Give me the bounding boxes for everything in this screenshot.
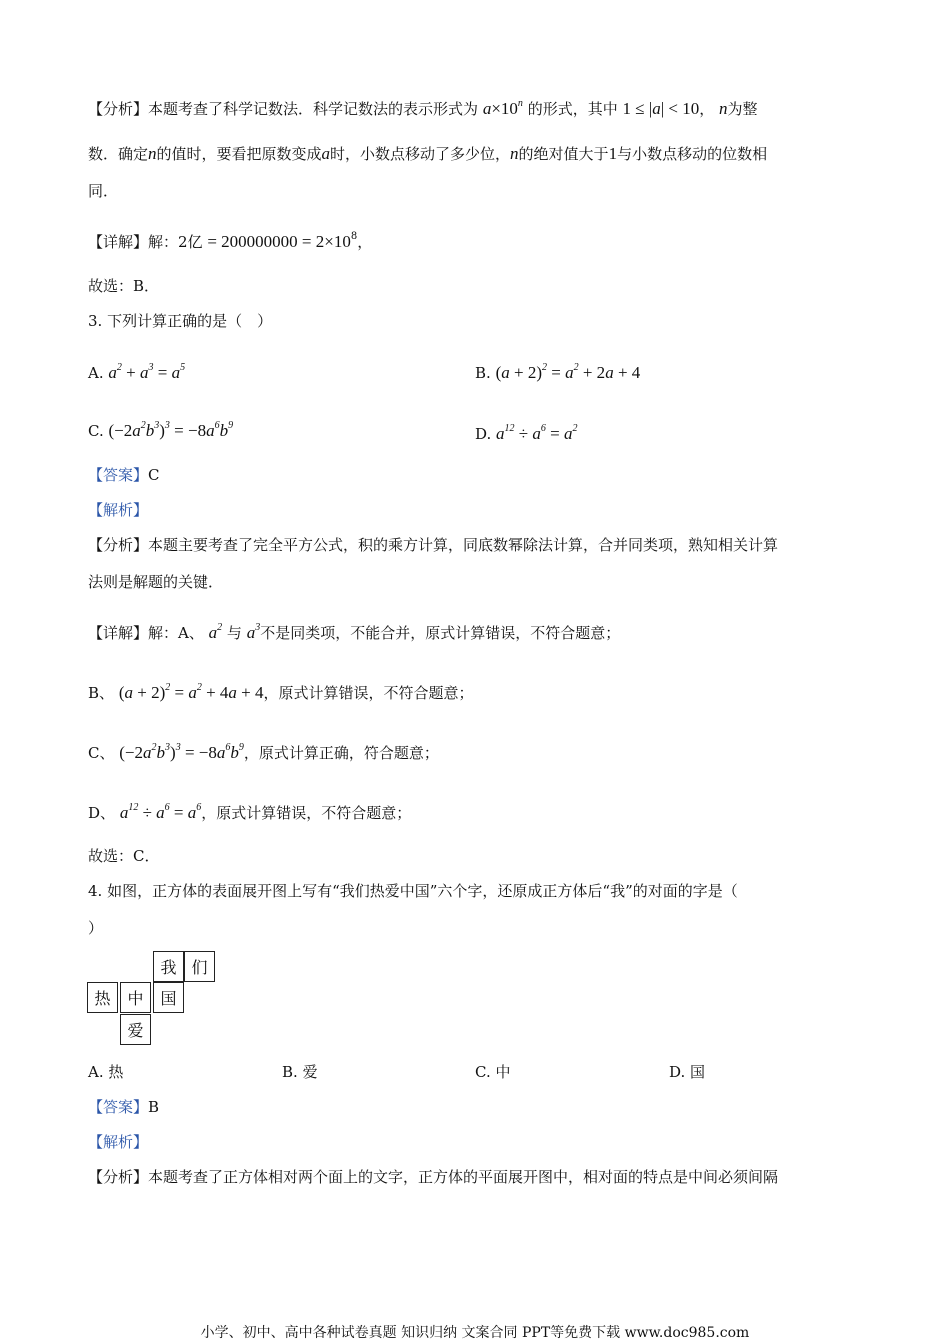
q4-option-d: D. 国: [669, 1063, 706, 1081]
q3-option-c-expr: $(-2a^2b^3)^3 = -8a^6b^9$: [108, 420, 234, 440]
q3-option-c: C. $(-2a^2b^3)^3 = -8a^6b^9$: [88, 420, 234, 440]
q3-choose: 故选：C．: [88, 847, 160, 865]
q4-option-a: A. 热: [88, 1063, 124, 1081]
q4-analysis-line-1: 【分析】本题考查了正方体相对两个面上的文字，正方体的平面展开图中，相对面的特点是中间必须间隔: [88, 1168, 779, 1186]
answer-tag: 【答案】: [88, 466, 149, 484]
prev-detail: 【详解】解：2亿 = $200000000 = 2\times 10^8$，: [88, 231, 373, 251]
detail-tag: 【详解】: [88, 233, 149, 251]
math-n: n: [719, 99, 728, 118]
q3-detail-a: 【详解】解：A、 $a^2$ 与 $a^3$不是同类项，不能合并，原式计算错误，不符合题意；: [88, 622, 621, 642]
q3-option-d-expr: $a^{12} \div a^6 = a^2$: [496, 423, 578, 443]
q3-analysis-line-1: 【分析】本题主要考查了完全平方公式，积的乘方计算，同底数幂除法计算，合并同类项，熟知相关计算: [88, 536, 779, 554]
q3-option-b-expr: $(a + 2)^2 = a^2 + 2a + 4$: [495, 362, 641, 382]
page-footer: 小学、初中、高中各种试卷真题 知识归纳 文案合同 PPT等免费下载 www.doc985.com: [200, 1325, 750, 1341]
q3-stem: 3. 下列计算正确的是（ ）: [88, 312, 273, 330]
math-abs-a-range: 1 ≤ |a| < 10: [622, 99, 700, 118]
net-cell-ai: 爱: [120, 1014, 151, 1045]
q3-option-b: B. $(a + 2)^2 = a^2 + 2a + 4$: [475, 362, 641, 382]
analysis-tag: 【分析】: [88, 100, 149, 118]
net-cell-zhong: 中: [120, 982, 151, 1013]
q4-answer: 【答案】B: [88, 1098, 160, 1116]
net-cell-guo: 国: [153, 982, 184, 1013]
q4-stem-2: ）: [88, 919, 104, 937]
q4-jiexi: 【解析】: [88, 1133, 149, 1151]
q4-stem-1: 4. 如图，正方体的表面展开图上写有“我们热爱中国”六个字，还原成正方体后“我”的对面的字是（: [88, 882, 738, 900]
q3-detail-c: C、 $(-2a^2b^3)^3 = -8a^6b^9$，原式计算正确，符合题意；: [88, 742, 439, 762]
q3-detail-d: D、 $a^{12} \div a^6 = a^6$，原式计算错误，不符合题意；: [88, 802, 412, 822]
q3-option-a-expr: $a^2 + a^3 = a^5$: [108, 362, 186, 382]
prev-analysis-line-2: 数．确定n的值时，要看把原数变成a时，小数点移动了多少位，n的绝对值大于1与小数点移动的位数相: [88, 144, 768, 163]
q3-detail-b: B、 $(a + 2)^2 = a^2 + 4a + 4$，原式计算错误，不符合题意；: [88, 682, 474, 702]
prev-analysis-line-3: 同．: [88, 182, 119, 200]
q3-analysis-line-2: 法则是解题的关键．: [88, 573, 224, 591]
q4-option-b: B. 爱: [282, 1063, 318, 1081]
q3-option-d: D. $a^{12} \div a^6 = a^2$: [475, 423, 578, 443]
q3-jiexi: 【解析】: [88, 501, 149, 519]
net-cell-men: 们: [184, 951, 215, 982]
q3-option-a: A. $a^2 + a^3 = a^5$: [88, 362, 186, 382]
prev-choose: 故选：B．: [88, 277, 160, 295]
net-cell-re: 热: [87, 982, 118, 1013]
net-cell-wo: 我: [153, 951, 184, 982]
prev-analysis-line-1: 【分析】本题考查了科学记数法．科学记数法的表示形式为 $a\times 10^n$ 的形式，其中 1 ≤ |a| < 10， n为整: [88, 98, 758, 118]
q3-answer: 【答案】C: [88, 466, 160, 484]
q4-option-c: C. 中: [475, 1063, 511, 1081]
math-a-times-10n: $a\times 10^n$: [482, 98, 523, 118]
